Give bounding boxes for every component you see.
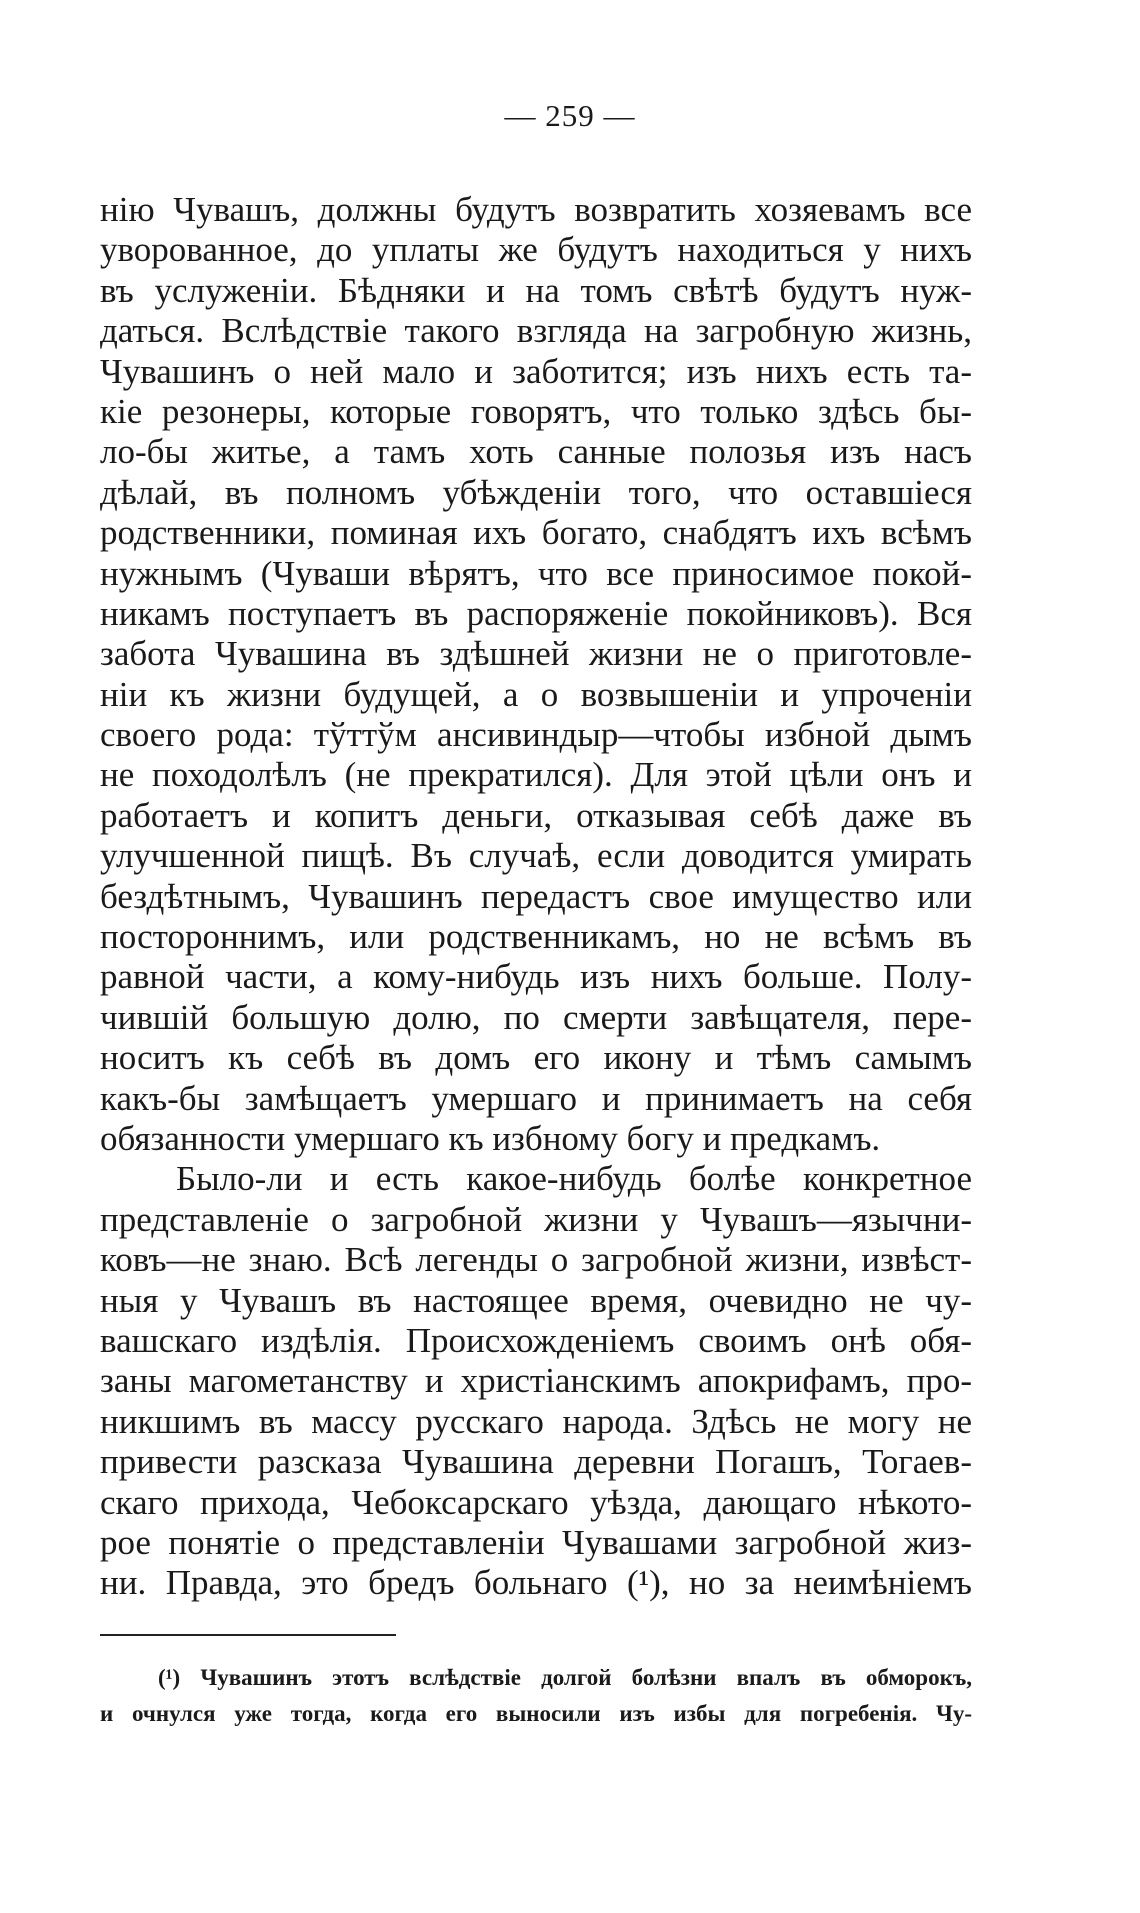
text-line: кіе резонеры, которые говорятъ, что только здѣсь бы-	[100, 391, 972, 431]
text-line: Чувашинъ о ней мало и заботится; изъ нихъ есть та-	[100, 351, 972, 391]
text-line: нужнымъ (Чуваши вѣрятъ, что все приносимое покой-	[100, 553, 972, 593]
text-line: никамъ поступаетъ въ распоряженіе покойниковъ). Вся	[100, 593, 972, 633]
footnotes	[100, 1660, 972, 1732]
text-line: работаетъ и копитъ деньги, отказывая себѣ даже въ	[100, 795, 972, 835]
text-line: чившій большую долю, по смерти завѣщателя, пере-	[100, 997, 972, 1037]
text-line: уворованное, до уплаты же будутъ находиться у нихъ	[100, 230, 972, 270]
text-line: ныя у Чувашъ въ настоящее время, очевидно не чу-	[100, 1280, 972, 1320]
text-line: обязанности умершаго къ избному богу и предкамъ.	[100, 1118, 881, 1158]
text-line: заны магометанству и христіанскимъ апокрифамъ, про-	[100, 1361, 972, 1401]
text-line: носитъ къ себѣ въ домъ его икону и тѣмъ самымъ	[100, 1038, 972, 1078]
body-text	[100, 190, 972, 1604]
text-line: рое понятіе о представленіи Чувашами загробной жиз-	[100, 1522, 972, 1562]
text-line: ковъ—не знаю. Всѣ легенды о загробной жизни, извѣст-	[100, 1240, 972, 1280]
text-line: привести разсказа Чувашина деревни Погашъ, Тогаев-	[100, 1442, 972, 1482]
text-line: ло-бы житье, а тамъ хоть санные полозья изъ насъ	[100, 432, 972, 472]
text-line: не походолѣлъ (не прекратился). Для этой цѣли онъ и	[100, 755, 972, 795]
text-line: никшимъ въ массу русскаго народа. Здѣсь не могу не	[100, 1401, 972, 1441]
text-line: бездѣтнымъ, Чувашинъ передастъ свое имущество или	[100, 876, 972, 916]
text-line: вашскаго издѣлія. Происхожденіемъ своимъ онѣ обя-	[100, 1320, 972, 1360]
text-line: въ услуженіи. Бѣдняки и на томъ свѣтѣ будутъ нуж-	[100, 270, 972, 310]
text-line: постороннимъ, или родственникамъ, но не всѣмъ въ	[100, 917, 972, 957]
text-line: даться. Вслѣдствіе такого взгляда на загробную жизнь,	[100, 311, 972, 351]
text-line: ніи къ жизни будущей, а о возвышеніи и упроченіи	[100, 674, 972, 714]
text-line: какъ-бы замѣщаетъ умершаго и принимаетъ на себя	[100, 1078, 972, 1118]
text-line: забота Чувашина въ здѣшней жизни не о приготовле-	[100, 634, 972, 674]
text-line: представленіе о загробной жизни у Чувашъ—язычни-	[100, 1199, 972, 1239]
text-line: улучшенной пищѣ. Въ случаѣ, если доводится умирать	[100, 836, 972, 876]
text-line: дѣлай, въ полномъ убѣжденіи того, что оставшіеся	[100, 472, 972, 512]
text-line: нію Чувашъ, должны будутъ возвратить хозяевамъ все	[100, 190, 972, 229]
text-line: скаго прихода, Чебоксарскаго уѣзда, дающаго нѣкото-	[100, 1482, 972, 1522]
text-line: родственники, поминая ихъ богато, снабдятъ ихъ всѣмъ	[100, 513, 972, 553]
text-line: равной части, а кому-нибудь изъ нихъ больше. Полу-	[100, 957, 972, 997]
paragraph-first-line: Было-ли и есть какое-нибудь болѣе конкретное	[176, 1159, 972, 1199]
text-line: ни. Правда, это бредъ больнаго (¹), но за неимѣніемъ	[100, 1563, 972, 1603]
page-number: — 259 —	[504, 98, 636, 133]
footnote-divider	[100, 1634, 396, 1636]
text-line: своего рода: тўттўм ансивиндыр—чтобы избной дымъ	[100, 715, 972, 755]
footnote-line: и очнулся уже тогда, когда его выносили изъ избы для погребенія. Чу-	[100, 1701, 972, 1726]
footnote-line: (¹) Чувашинъ этотъ вслѣдствіе долгой болѣзни впалъ въ обморокъ,	[158, 1665, 972, 1690]
